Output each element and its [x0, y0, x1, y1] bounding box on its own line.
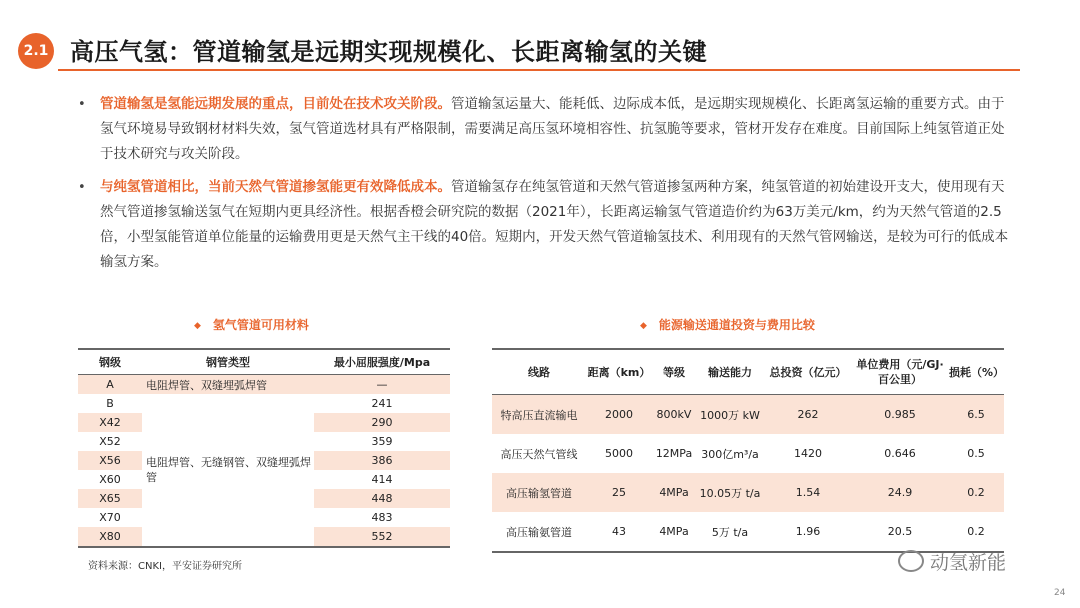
column-header: 总投资（亿元）	[764, 349, 852, 395]
distance-cell: 25	[586, 473, 652, 512]
unit-cost-cell: 20.5	[887, 525, 913, 538]
distance-cell: 43	[612, 525, 626, 538]
level-cell: 4MPa	[659, 525, 689, 538]
diamond-icon: ◆	[640, 321, 647, 331]
slide-title: 高压气氢：管道输氢是远期实现规模化、长距离输氢的关键	[70, 38, 707, 66]
strength-cell: 552	[314, 527, 450, 547]
column-header: 等级	[652, 349, 696, 395]
grade-cell: A	[78, 375, 142, 395]
bullet-item	[74, 92, 1014, 167]
table-row	[492, 434, 1004, 473]
level-cell: 800kV	[652, 395, 696, 435]
line-cell: 高压天然气管线	[500, 447, 578, 461]
investment-cell: 1.54	[764, 473, 852, 512]
bullet-highlight: 管道输氢是氢能远期发展的重点，目前处在技术攻关阶段。	[100, 96, 451, 112]
table-row	[78, 394, 450, 413]
grade-cell: X52	[99, 435, 121, 448]
column-header: 距离（km）	[586, 349, 652, 395]
table-row	[492, 473, 1004, 512]
table2-caption: ◆ 能源输送通道投资与费用比较	[640, 318, 815, 332]
strength-cell: —	[314, 375, 450, 395]
energy-transport-table	[492, 348, 1004, 553]
unit-cost-cell: 0.985	[852, 395, 948, 435]
line-cell: 高压输氨管道	[506, 525, 572, 539]
title-divider	[58, 69, 1020, 71]
watermark: 动氢新能	[898, 548, 1006, 575]
bullet-text: 管道输氢存在纯氢管道和天然气管道掺氢两种方案，纯氢管道的初始建设开支大，使用现有天然气管道掺氢输送氢气在短期内更具经济性。根据香橙会研究院的数据（2021年），长距离运输氢气管道造价约为63万美元/km，约为天然气管道的2.5倍，小型氢能管道单位能量的运输费用更是天然气主干线的40倍。短期内，开发天然气管道输氢技术、利用现有的天然气管网输送，是较为可行的低成本输氢方案。	[100, 179, 1009, 270]
column-header: 单位费用（元/GJ·百公里）	[852, 349, 948, 395]
pipe-type-cell: 电阻焊管、双缝埋弧焊管	[142, 375, 314, 395]
materials-table	[78, 348, 450, 548]
column-header: 钢管类型	[142, 349, 314, 375]
table-row	[492, 395, 1004, 435]
strength-cell: 483	[371, 511, 393, 524]
strength-cell: 241	[371, 397, 393, 410]
page-number: 24	[1054, 588, 1066, 598]
strength-cell: 448	[314, 489, 450, 508]
bullet-highlight: 与纯氢管道相比，当前天然气管道掺氢能更有效降低成本。	[100, 179, 451, 195]
strength-cell: 414	[371, 473, 393, 486]
column-header: 线路	[492, 349, 586, 395]
distance-cell: 5000	[605, 447, 633, 460]
capacity-cell: 1000万 kW	[696, 395, 764, 435]
pipe-type-cell: 电阻焊管、无缝钢管、双缝埋弧焊管	[142, 394, 314, 547]
line-cell: 高压输氢管道	[492, 473, 586, 512]
table-row	[78, 375, 450, 395]
unit-cost-cell: 0.646	[884, 447, 916, 460]
table-header-row	[78, 349, 450, 375]
loss-cell: 0.2	[967, 525, 985, 538]
grade-cell: X70	[99, 511, 121, 524]
section-badge: 2.1	[18, 33, 54, 69]
capacity-cell: 5万 t/a	[711, 525, 749, 539]
level-cell: 4MPa	[652, 473, 696, 512]
bullet-dot-icon: •	[78, 180, 86, 195]
line-cell: 特高压直流输电	[492, 395, 586, 435]
column-header: 损耗（%）	[948, 349, 1004, 395]
grade-cell: X65	[78, 489, 142, 508]
capacity-cell: 10.05万 t/a	[696, 473, 764, 512]
capacity-cell: 300亿m³/a	[701, 447, 759, 461]
column-header: 最小屈服强度/Mpa	[314, 349, 450, 375]
level-cell: 12MPa	[655, 447, 693, 460]
grade-cell: X80	[78, 527, 142, 547]
grade-cell: B	[106, 397, 114, 410]
loss-cell: 0.2	[948, 473, 1004, 512]
grade-cell: X56	[78, 451, 142, 470]
strength-cell: 290	[314, 413, 450, 432]
column-header: 钢级	[78, 349, 142, 375]
table-header-row	[492, 349, 1004, 395]
strength-cell: 359	[371, 435, 393, 448]
investment-cell: 262	[764, 395, 852, 435]
bullet-text: 管道输氢运量大、能耗低、边际成本低，是远期实现规模化、长距离氢运输的重要方式。由于氢气环境易导致钢材材料失效，氢气管道选材具有严格限制，需要满足高压氢环境相容性、抗氢脆等要求，管材开发存在难度。目前国际上纯氢管道正处于技术研究与攻关阶段。	[100, 96, 1005, 162]
table-row	[492, 512, 1004, 552]
loss-cell: 6.5	[948, 395, 1004, 435]
table1-caption: ◆ 氢气管道可用材料	[194, 318, 309, 332]
grade-cell: X60	[99, 473, 121, 486]
diamond-icon: ◆	[194, 321, 201, 331]
strength-cell: 386	[314, 451, 450, 470]
investment-cell: 1420	[794, 447, 822, 460]
bullet-list	[74, 92, 1014, 283]
wechat-icon	[898, 550, 924, 572]
slide-header	[0, 0, 1080, 72]
unit-cost-cell: 24.9	[852, 473, 948, 512]
column-header: 输送能力	[696, 349, 764, 395]
loss-cell: 0.5	[967, 447, 985, 460]
investment-cell: 1.96	[795, 525, 821, 538]
bullet-item	[74, 175, 1014, 275]
distance-cell: 2000	[586, 395, 652, 435]
grade-cell: X42	[78, 413, 142, 432]
source-note: 资料来源：CNKI，平安证券研究所	[88, 561, 242, 572]
bullet-dot-icon: •	[78, 97, 86, 112]
